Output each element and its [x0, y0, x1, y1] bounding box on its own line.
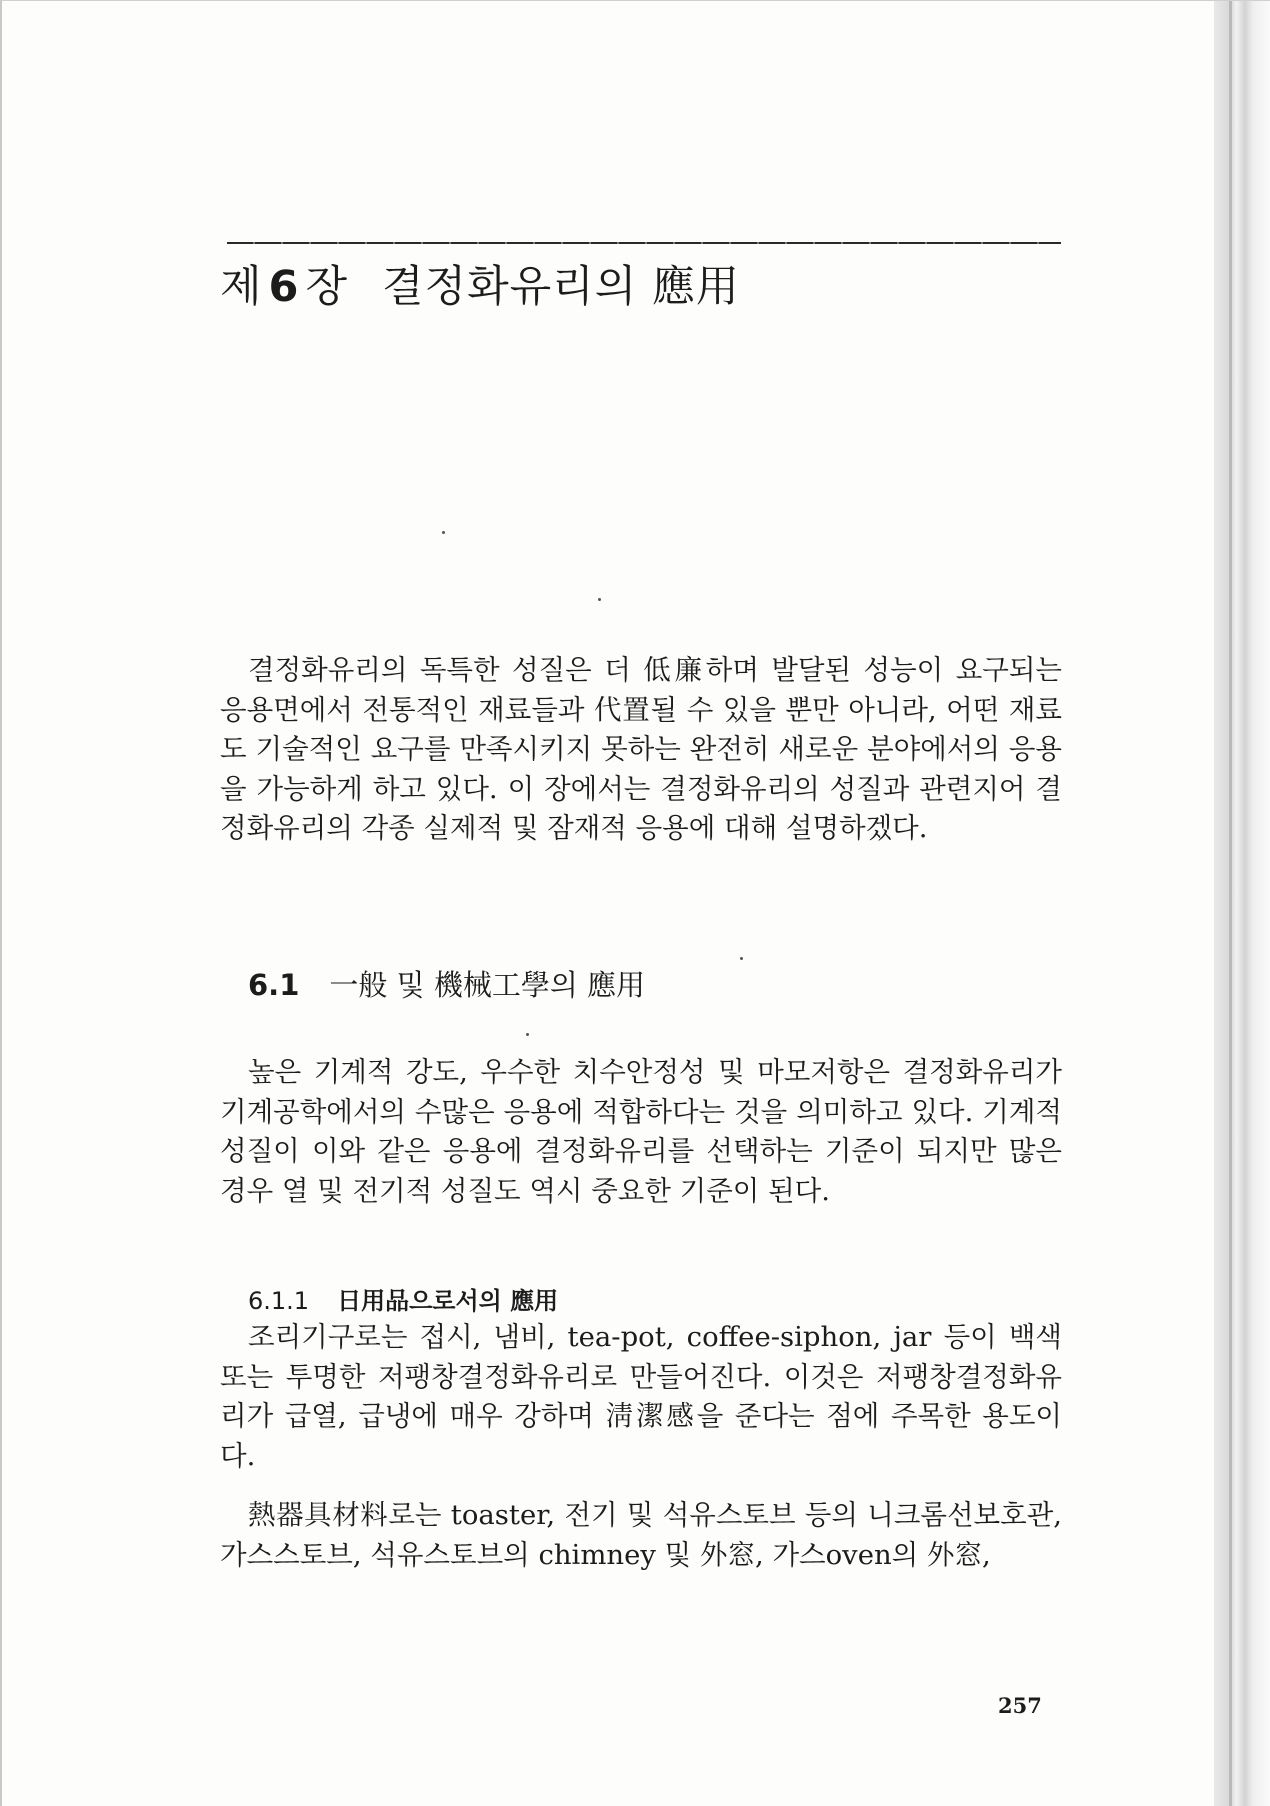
chapter-title — [220, 253, 740, 314]
intro-paragraph: 결정화유리의 독특한 성질은 더 低廉하며 발달된 성능이 요구되는 응용면에서 전통적인 재료들과 代置될 수 있을 뿐만 아니라, 어떤 재료도 기술적인 요구를 만족시키지 못하는 완전히 새로운 분야에서의 응용을 가능하게 하고 있다. 이 장에서는 결정화유리의 성질과 관련지어 결정화유리의 각종 실제적 및 잠재적 응용에 대해 설명하겠다. — [220, 654, 1062, 844]
subsection-title: 日用品으로서의 應用 — [337, 1287, 559, 1315]
page-edge-shadow — [1214, 1, 1270, 1806]
subsection-heading — [248, 1281, 558, 1316]
chapter-label-prefix: 제 — [220, 262, 263, 312]
chapter-label-suffix: 장 — [305, 262, 349, 312]
chapter-rule — [227, 242, 1061, 244]
chapter-title-text: 결정화유리의 應用 — [382, 262, 740, 312]
subsection-paragraph-1: 조리기구로는 접시, 냄비, tea-pot, coffee-siphon, jar 등이 백색 또는 투명한 저팽창결정화유리로 만들어진다. 이것은 저팽창결정화유리가 급열, 급냉에 매우 강하며 淸潔感을 준다는 점에 주목한 용도이다. — [220, 1321, 1062, 1472]
section-paragraph: 높은 기계적 강도, 우수한 치수안정성 및 마모저항은 결정화유리가 기계공학에서의 수많은 응용에 적합하다는 것을 의미하고 있다. 기계적 성질이 이와 같은 응용에 결정화유리를 선택하는 기준이 되지만 많은 경우 열 및 전기적 성질도 역시 중요한 기준이 된다. — [220, 1056, 1062, 1207]
page-number: 257 — [998, 1693, 1042, 1718]
section-heading — [248, 963, 645, 1004]
subsection-number: 6.1.1 — [248, 1287, 310, 1315]
scan-speck — [598, 598, 601, 601]
scan-speck — [526, 1033, 529, 1036]
section-title: 一般 및 機械工學의 應用 — [329, 968, 646, 1002]
scan-speck — [442, 531, 445, 534]
page-edge-line — [1229, 1, 1232, 1806]
scan-speck — [740, 957, 743, 960]
subsection-paragraph-2: 熱器具材料로는 toaster, 전기 및 석유스토브 등의 니크롬선보호관, 가스스토브, 석유스토브의 chimney 및 外窓, 가스oven의 外窓, — [220, 1499, 1062, 1571]
chapter-number: 6 — [268, 262, 300, 312]
section-number: 6.1 — [248, 968, 300, 1002]
